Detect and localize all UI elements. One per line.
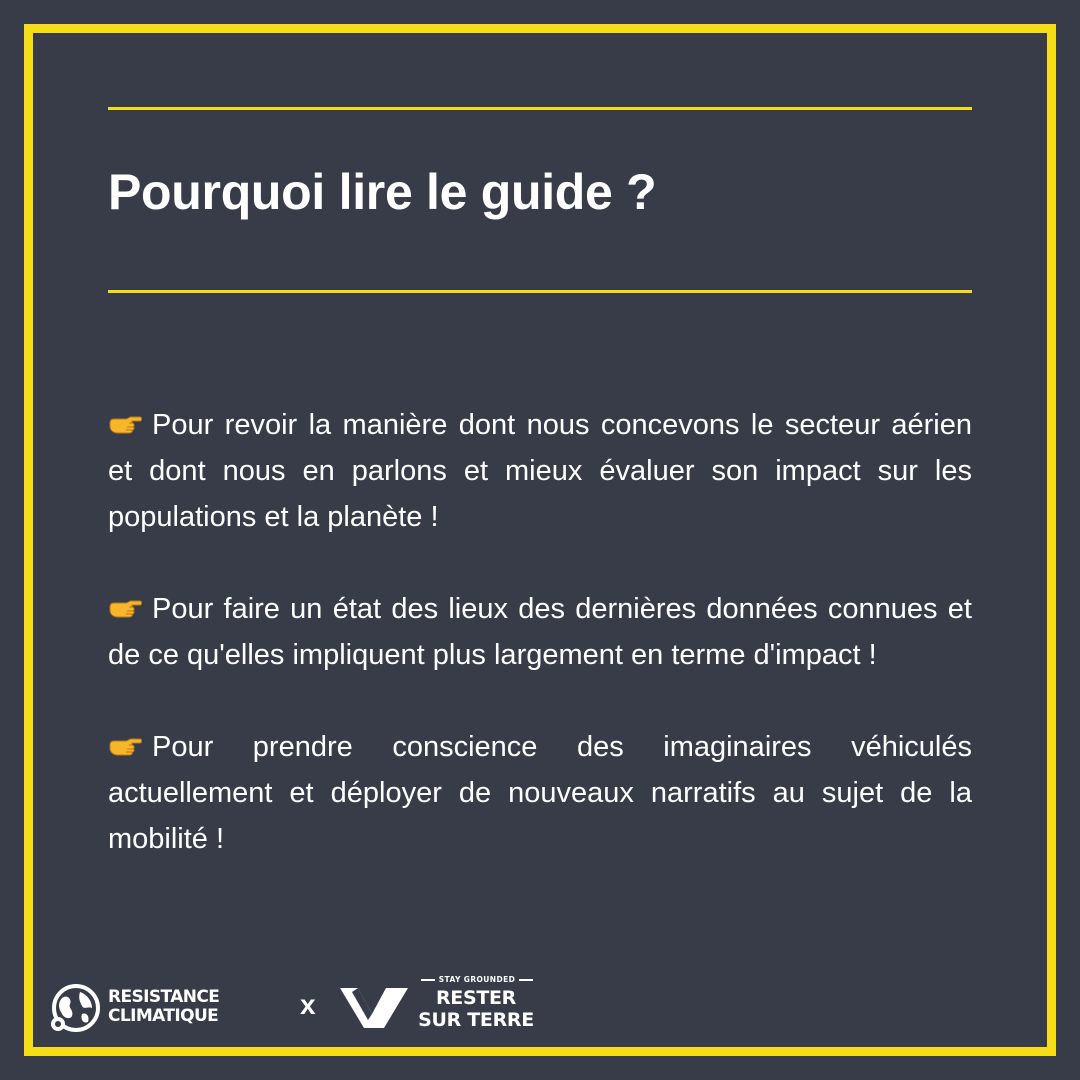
point-text: Pour prendre conscience des imaginaires véhiculés actuellement et déployer de nouveaux narratifs au sujet de la mobilité ! xyxy=(108,731,972,855)
v-logo-icon xyxy=(338,984,410,1032)
point-text: Pour faire un état des lieux des dernières données connues et de ce qu'elles impliquent plus largement en terme d'impact ! xyxy=(108,593,972,671)
rester-sur-terre-wordmark: RESTER SUR TERRE xyxy=(418,987,534,1031)
list-item xyxy=(108,724,972,862)
stay-grounded-tagline: STAY GROUNDED xyxy=(414,975,540,985)
point-text: Pour revoir la manière dont nous concevons le secteur aérien et dont nous en parlons et mieux évaluer son impact sur les populations et la planète ! xyxy=(108,409,972,533)
footer-logos xyxy=(48,974,534,1044)
points-list xyxy=(108,402,972,908)
top-divider xyxy=(108,107,972,110)
page-title: Pourquoi lire le guide ? xyxy=(108,164,657,220)
bottom-divider xyxy=(108,290,972,293)
pointing-hand-icon xyxy=(108,598,142,620)
list-item xyxy=(108,402,972,540)
pointing-hand-icon xyxy=(108,414,142,436)
list-item xyxy=(108,586,972,678)
resistance-climatique-wordmark: RESISTANCE CLIMATIQUE xyxy=(108,987,220,1026)
globe-logo-icon xyxy=(48,980,104,1036)
pointing-hand-icon xyxy=(108,736,142,758)
logo-separator: x xyxy=(300,989,316,1020)
